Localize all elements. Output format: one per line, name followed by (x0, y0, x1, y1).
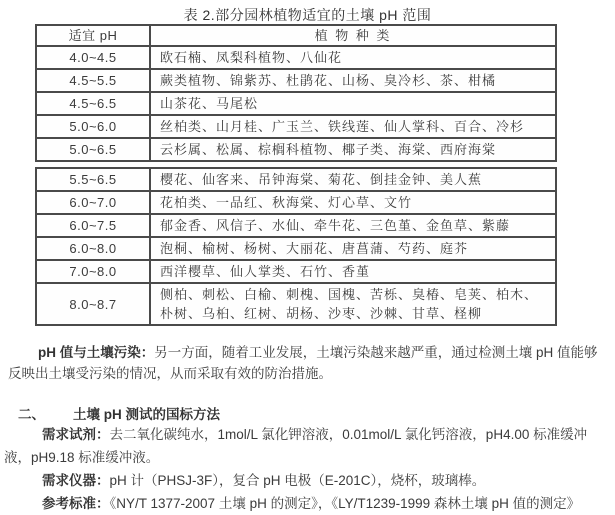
table-row (36, 191, 556, 214)
standards-label: 参考标准： (42, 496, 110, 511)
plants-cell: 樱花、仙客来、吊钟海棠、菊花、倒挂金钟、美人蕉 (150, 168, 556, 191)
plants-cell: 云杉属、松属、棕榈科植物、椰子类、海棠、西府海棠 (150, 138, 556, 161)
header-ph: 适宜 pH (36, 25, 150, 46)
plants-cell: 花柏类、一品红、秋海棠、灯心草、文竹 (150, 191, 556, 214)
reagents-text: 去二氧化碳纯水，1mol/L 氯化钾溶液，0.01mol/L 氯化钙溶液，pH4.00 标准缓冲液，pH9.18 标准缓冲液。 (4, 427, 588, 465)
plants-cell: 郁金香、风信子、水仙、牵牛花、三色堇、金鱼草、紫藤 (150, 214, 556, 237)
ph-range-cell: 7.0~8.0 (36, 260, 150, 283)
plants-cell: 侧柏、刺松、白榆、刺槐、国槐、苦栎、臭椿、皂荚、柏木、朴树、乌桕、红树、胡杨、沙枣、沙棘、甘草、柽柳 (150, 283, 556, 325)
table-header-row (36, 25, 556, 46)
table-row (36, 214, 556, 237)
plants-cell: 丝柏类、山月桂、广玉兰、铁线莲、仙人掌科、百合、冷杉 (150, 115, 556, 138)
plants-cell: 西洋樱草、仙人掌类、石竹、香堇 (150, 260, 556, 283)
ph-table-upper (35, 24, 557, 162)
ph-range-cell: 5.0~6.0 (36, 115, 150, 138)
table-row (36, 92, 556, 115)
section2-title: 土壤 pH 测试的国标方法 (73, 407, 220, 422)
ph-range-cell: 4.5~5.5 (36, 69, 150, 92)
instruments-text: pH 计（PHSJ-3F），复合 pH 电极（E-201C），烧杯，玻璃棒。 (109, 473, 486, 488)
section2-number: 二、 (18, 407, 45, 422)
instruments-label: 需求仪器： (42, 473, 110, 488)
table-row (36, 138, 556, 161)
table-row (36, 237, 556, 260)
standards-line (4, 492, 607, 515)
table-row (36, 260, 556, 283)
pollution-paragraph-lead: pH 值与土壤污染： (38, 345, 155, 360)
standards-text: 《NY/T 1377-2007 土壤 pH 的测定》，《LY/T1239-1999 森林土壤 pH 值的测定》 (109, 496, 581, 511)
ph-range-cell: 4.5~6.5 (36, 92, 150, 115)
pollution-paragraph (8, 342, 601, 384)
pollution-paragraph-body: 另一方面，随着工业发展，土壤污染越来越严重，通过检测土壤 pH 值能够反映出土壤受污染的情况，从而采取有效的防治措施。 (8, 345, 598, 381)
table-row (36, 115, 556, 138)
ph-range-cell: 6.0~7.5 (36, 214, 150, 237)
plants-cell: 山茶花、马尾松 (150, 92, 556, 115)
ph-range-cell: 5.0~6.5 (36, 138, 150, 161)
table-row (36, 168, 556, 191)
table-caption: 表 2.部分园林植物适宜的土壤 pH 范围 (183, 7, 432, 23)
section2-heading (18, 407, 615, 423)
ph-range-cell: 8.0~8.7 (36, 283, 150, 325)
ph-range-cell: 4.0~4.5 (36, 46, 150, 69)
ph-table-lower (35, 167, 557, 326)
header-plants: 植 物 种 类 (150, 25, 556, 46)
plants-cell: 欧石楠、凤梨科植物、八仙花 (150, 46, 556, 69)
reagents-line (4, 423, 607, 469)
plants-cell: 蕨类植物、锦紫苏、杜鹃花、山杨、臭冷杉、茶、柑橘 (150, 69, 556, 92)
table-row (36, 46, 556, 69)
ph-range-cell: 5.5~6.5 (36, 168, 150, 191)
reagents-label: 需求试剂： (42, 427, 110, 442)
table-row (36, 69, 556, 92)
plants-cell: 泡桐、榆树、杨树、大丽花、唐菖蒲、芍药、庭芥 (150, 237, 556, 260)
table-row (36, 283, 556, 325)
instruments-line (4, 469, 607, 492)
ph-range-cell: 6.0~8.0 (36, 237, 150, 260)
ph-range-cell: 6.0~7.0 (36, 191, 150, 214)
